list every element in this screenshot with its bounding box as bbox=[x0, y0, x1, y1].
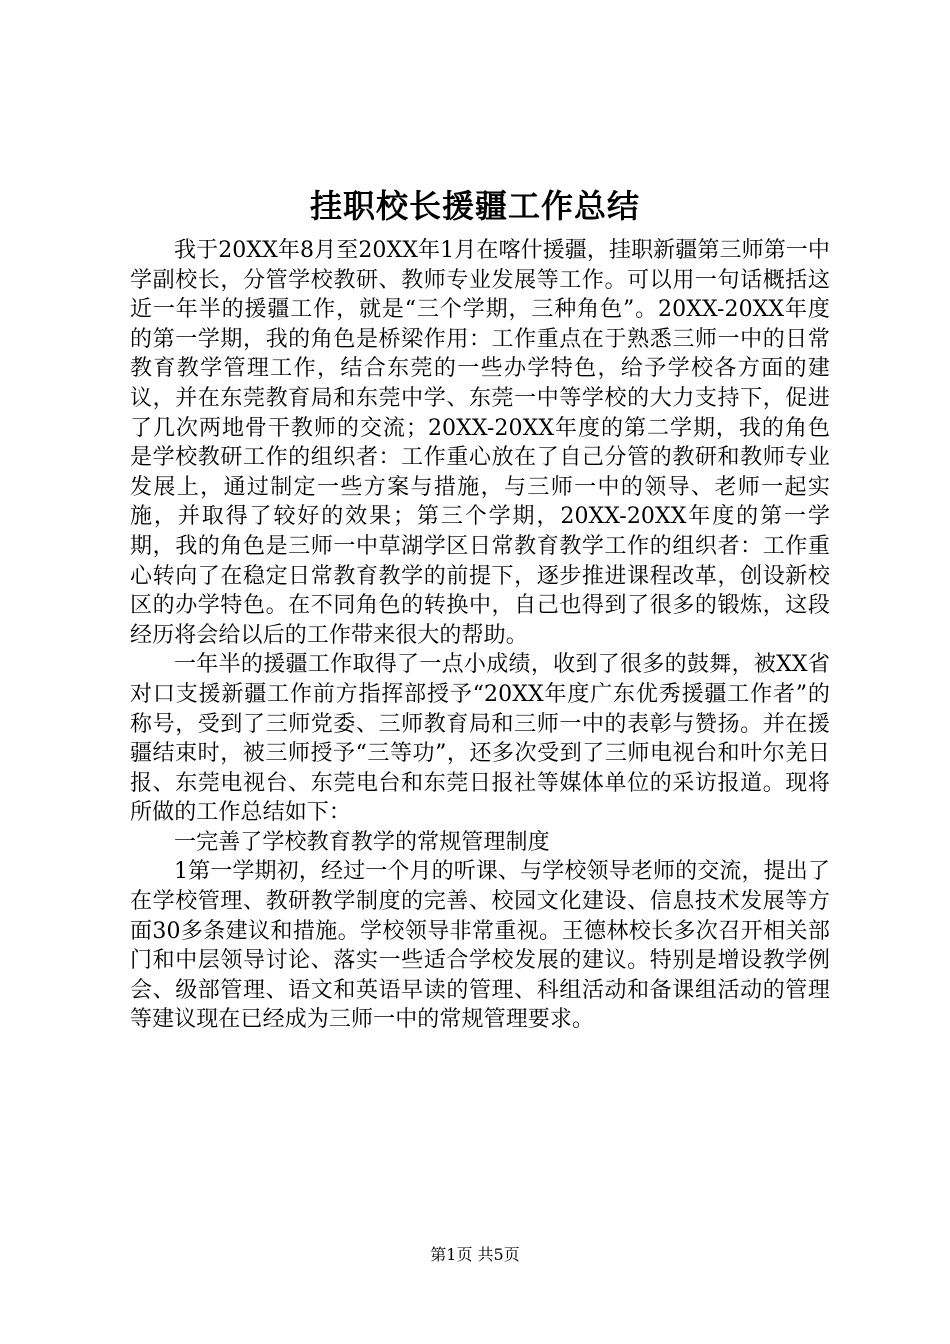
paragraph-item-1: 1第一学期初，经过一个月的听课、与学校领导老师的交流，提出了在学校管理、教研教学制度的完善、校园文化建设、信息技术发展等方面30多条建议和措施。学校领导非常重视。王德林校长多次召开相关部门和中层领导讨论、落实一些适合学校发展的建议。特别是增设教学例会、级部管理、语文和英语早读的管理、科组活动和备课组活动的管理等建议现在已经成为三师一中的常规管理要求。 bbox=[130, 859, 830, 1033]
document-body bbox=[130, 236, 830, 1035]
section-heading: 一完善了学校教育教学的常规管理制度 bbox=[174, 829, 550, 855]
page-number-footer: 第1页 共5页 bbox=[430, 1245, 520, 1264]
paragraph-intro: 我于20XX年8月至20XX年1月在喀什援疆，挂职新疆第三师第一中学副校长，分管学校教研、教师专业发展等工作。可以用一句话概括这近一年半的援疆工作，就是“三个学期，三种角色”。20XX-20XX年度的第一学期，我的角色是桥梁作用：工作重点在于熟悉三师一中的日常教育教学管理工作，结合东莞的一些办学特色，给予学校各方面的建议，并在东莞教育局和东莞中学、东莞一中等学校的大力支持下，促进了几次两地骨干教师的交流；20XX-20XX年度的第二学期，我的角色是学校教研工作的组织者：工作重心放在了自己分管的教研和教师专业发展上，通过制定一些方案与措施，与三师一中的领导、老师一起实施，并取得了较好的效果；第三个学期，20XX-20XX年度的第一学期，我的角色是三师一中草湖学区日常教育教学工作的组织者：工作重心转向了在稳定日常教育教学的前提下，逐步推进课程改革，创设新校区的办学特色。在不同角色的转换中，自己也得到了很多的锻炼，这段经历将会给以后的工作带来很大的帮助。 bbox=[130, 238, 830, 648]
paragraph-achievements: 一年半的援疆工作取得了一点小成绩，收到了很多的鼓舞，被XX省对口支援新疆工作前方指挥部授予“20XX年度广东优秀援疆工作者”的称号，受到了三师党委、三师教育局和三师一中的表彰与赞扬。并在援疆结束时，被三师授予“三等功”，还多次受到了三师电视台和叶尔羌日报、东莞电视台、东莞电台和东莞日报社等媒体单位的采访报道。现将所做的工作总结如下： bbox=[130, 652, 830, 826]
document-title: 挂职校长援疆工作总结 bbox=[309, 187, 640, 225]
